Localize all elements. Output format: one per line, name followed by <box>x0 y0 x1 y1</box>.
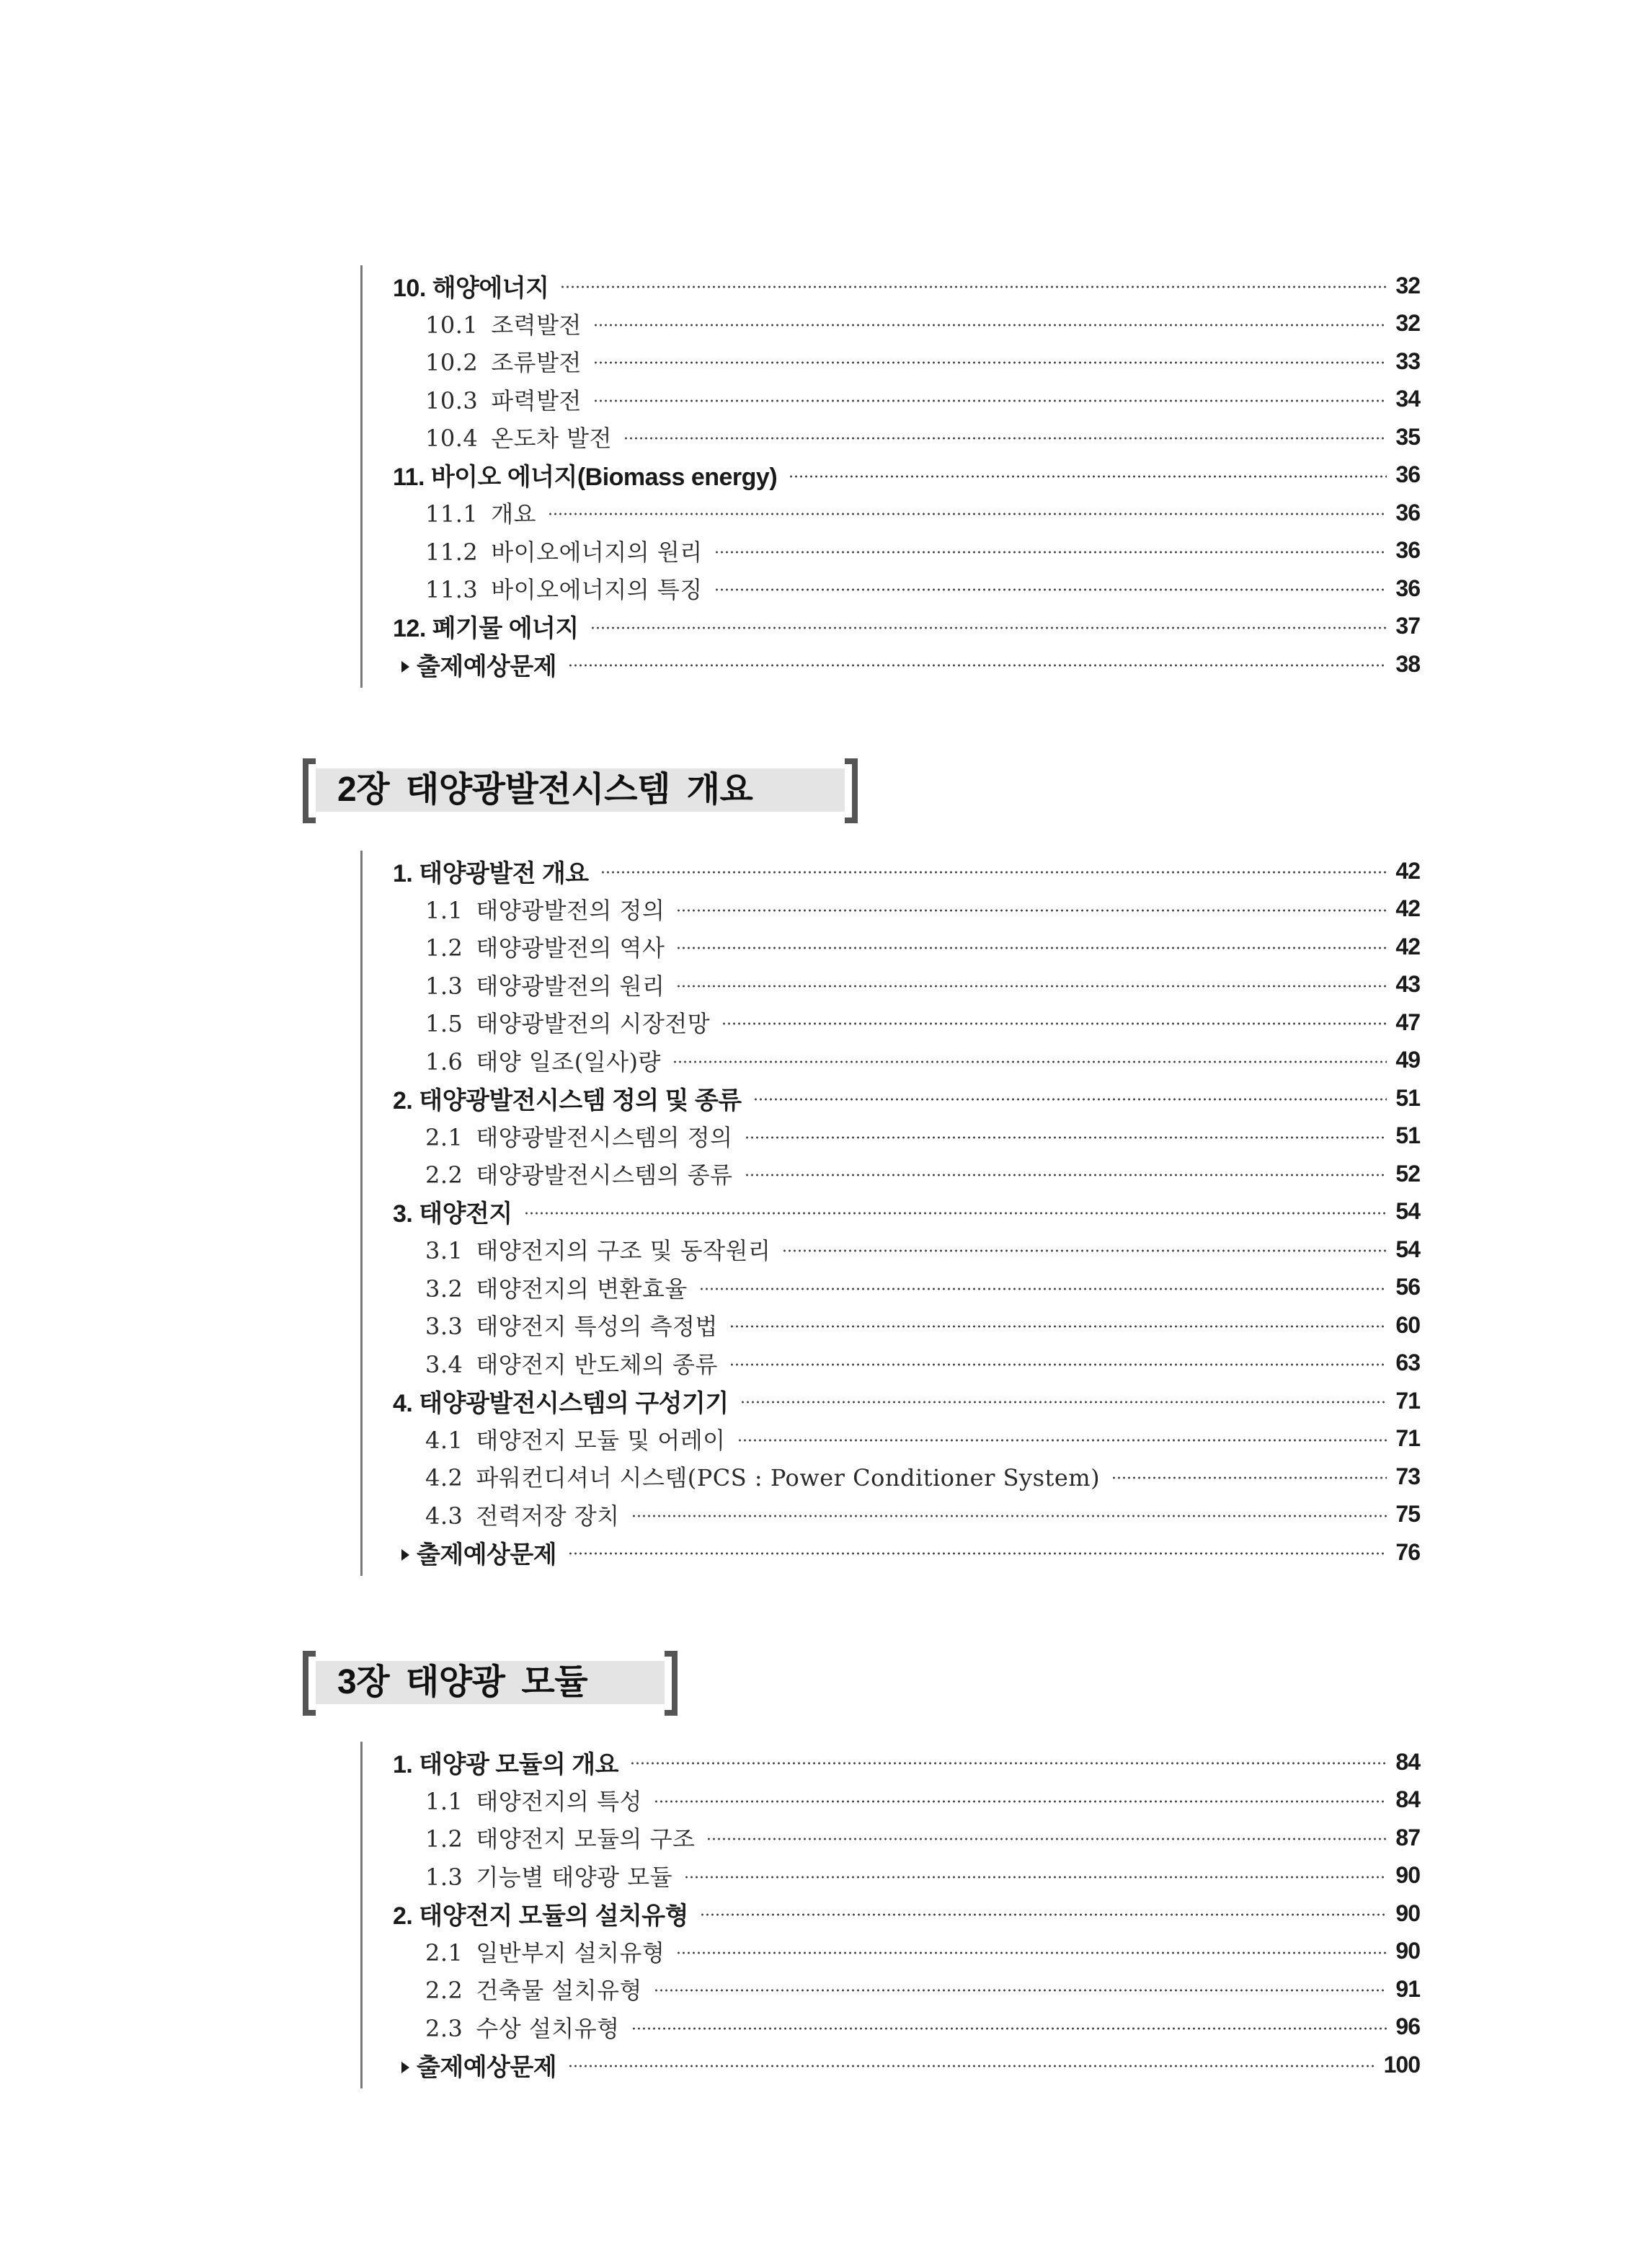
toc-entry-number: 4.2 <box>425 1464 463 1492</box>
toc-entry-text: 태양광발전시스템의 정의 <box>476 1123 733 1151</box>
chapter-heading <box>303 758 858 823</box>
toc-page-number: 32 <box>1395 272 1420 298</box>
dot-leader <box>654 1989 1387 1992</box>
toc-subsection-entry[interactable] <box>393 1819 1420 1857</box>
dot-leader <box>593 361 1387 364</box>
toc-entry-text: 기능별 태양광 모듈 <box>476 1863 673 1891</box>
toc-entry-text: 태양전지 반도체의 종류 <box>476 1350 718 1378</box>
toc-page-number: 35 <box>1395 423 1420 450</box>
toc-entry-label <box>425 1157 733 1190</box>
toc-page-number: 33 <box>1395 347 1420 374</box>
toc-subsection-entry[interactable] <box>393 1231 1420 1269</box>
dot-leader <box>706 1838 1387 1840</box>
toc-entry-text: 12. 폐기물 에너지 <box>393 615 579 643</box>
toc-entry-number: 4.3 <box>425 1502 463 1530</box>
triangle-bullet-icon <box>401 1549 409 1561</box>
toc-page-number: 63 <box>1395 1349 1420 1376</box>
dot-leader <box>593 324 1387 327</box>
dot-leader <box>714 551 1387 554</box>
toc-entry-label <box>425 2011 620 2044</box>
chapter-title: 3장 태양광 모듈 <box>337 1663 588 1701</box>
toc-entry-label <box>425 1783 642 1817</box>
toc-entry-number: 2.1 <box>425 1123 463 1151</box>
toc-entry-text: 출제예상문제 <box>417 652 557 681</box>
toc-entry-number: 10.4 <box>425 425 479 453</box>
dot-leader <box>737 1439 1387 1442</box>
bracket-right <box>665 1651 678 1716</box>
toc-section-entry[interactable] <box>393 1382 1420 1420</box>
toc-exercise-entry[interactable] <box>393 645 1420 683</box>
toc-page-number: 90 <box>1395 1862 1420 1889</box>
toc-entry-text: 태양광발전시스템의 종류 <box>476 1161 733 1189</box>
toc-page-number: 96 <box>1395 2013 1420 2040</box>
toc-entry-number: 3.3 <box>425 1313 463 1341</box>
toc-entry-text: 태양광발전의 역사 <box>476 934 665 962</box>
toc-entry-number: 2.3 <box>425 2014 463 2042</box>
dot-leader <box>568 2065 1375 2067</box>
dot-leader <box>568 664 1387 667</box>
toc-subsection-entry[interactable] <box>393 1970 1420 2008</box>
dot-leader <box>684 1876 1387 1879</box>
toc-exercise-entry[interactable] <box>393 1533 1420 1572</box>
toc-subsection-entry[interactable] <box>393 1933 1420 1971</box>
toc-entry-label <box>425 1498 620 1531</box>
toc-section-entry[interactable] <box>393 1894 1420 1933</box>
dot-leader <box>560 285 1387 288</box>
toc-page-number: 36 <box>1395 537 1420 564</box>
toc-section-entry[interactable] <box>393 456 1420 495</box>
toc-entry-label <box>425 345 582 378</box>
toc-entry-text: 2. 태양광발전시스템 정의 및 종류 <box>393 1086 742 1114</box>
toc-page-number: 49 <box>1395 1047 1420 1073</box>
toc-entry-number: 1.2 <box>425 1825 463 1853</box>
bracket-left <box>303 758 316 823</box>
toc-entry-text: 파워컨디셔너 시스템(PCS : Power Conditioner System) <box>476 1464 1101 1492</box>
toc-subsection-entry[interactable] <box>393 928 1420 966</box>
toc-entry-text: 태양전지의 특성 <box>476 1787 642 1815</box>
toc-page-number: 52 <box>1395 1160 1420 1187</box>
dot-leader <box>623 437 1387 440</box>
toc-entry-text: 바이오에너지의 원리 <box>491 538 703 566</box>
toc-page-number: 34 <box>1395 386 1420 412</box>
toc-entry-text: 태양 일조(일사)량 <box>476 1047 661 1076</box>
toc-section-entry[interactable] <box>393 1743 1420 1781</box>
toc-entry-label <box>425 1972 642 2006</box>
toc-page-number: 71 <box>1395 1425 1420 1452</box>
toc-subsection-entry[interactable] <box>393 569 1420 608</box>
toc-subsection-entry[interactable] <box>393 1155 1420 1193</box>
toc-entry-text: 태양광발전의 원리 <box>476 972 665 1000</box>
toc-page-number: 42 <box>1395 933 1420 959</box>
toc-subsection-entry[interactable] <box>393 532 1420 570</box>
toc-entry-label <box>425 383 582 416</box>
toc-section-entry[interactable] <box>393 1193 1420 1231</box>
toc-entry-text: 출제예상문제 <box>417 1541 557 1569</box>
toc-entry-label <box>425 496 536 529</box>
toc-entry-number: 10.1 <box>425 311 479 339</box>
toc-vertical-rule <box>360 1742 363 2088</box>
toc-subsection-entry[interactable] <box>393 1781 1420 1820</box>
toc-page-number: 47 <box>1395 1009 1420 1035</box>
dot-leader <box>590 626 1387 629</box>
toc-page-number: 71 <box>1395 1387 1420 1414</box>
toc-entry-label <box>401 647 556 682</box>
toc-entry-label <box>425 1859 672 1892</box>
toc-exercise-entry[interactable] <box>393 2046 1420 2084</box>
dot-leader <box>729 1363 1387 1366</box>
toc-entry-label <box>393 608 579 644</box>
toc-entry-label <box>425 534 703 567</box>
toc-entry-text: 조력발전 <box>491 311 582 339</box>
dot-leader <box>782 1249 1387 1252</box>
toc-entry-label <box>425 1233 771 1266</box>
toc-entry-text: 태양광발전의 정의 <box>476 896 665 924</box>
dot-leader <box>676 909 1387 912</box>
toc-entry-label <box>425 1120 733 1153</box>
toc-subsection-entry[interactable] <box>393 966 1420 1004</box>
toc-entry-number: 1.5 <box>425 1010 463 1038</box>
dot-leader <box>700 1913 1387 1916</box>
toc-section <box>393 852 1420 1572</box>
toc-entry-label <box>425 1821 695 1854</box>
toc-entry-number: 11.3 <box>425 576 479 604</box>
dot-leader <box>721 1022 1387 1025</box>
toc-entry-label <box>425 968 665 1001</box>
toc-entry-text: 2. 태양전지 모듈의 설치유형 <box>393 1902 688 1930</box>
toc-page-number: 38 <box>1395 650 1420 677</box>
toc-subsection-entry[interactable] <box>393 305 1420 343</box>
toc-subsection-entry[interactable] <box>393 418 1420 456</box>
toc-entry-number: 10.3 <box>425 386 479 415</box>
toc-section-entry[interactable] <box>393 267 1420 305</box>
toc-subsection-entry[interactable] <box>393 494 1420 532</box>
toc-entry-label <box>393 1383 729 1419</box>
toc-subsection-entry[interactable] <box>393 342 1420 381</box>
dot-leader <box>672 1060 1387 1063</box>
toc-entry-label <box>425 1422 726 1455</box>
dot-leader <box>548 513 1387 515</box>
toc-entry-label <box>393 1745 618 1780</box>
toc-subsection-entry[interactable] <box>393 2008 1420 2047</box>
toc-page-number: 73 <box>1395 1463 1420 1489</box>
toc-entry-text: 조류발전 <box>491 349 582 377</box>
dot-leader <box>631 2027 1387 2030</box>
toc-entry-label <box>425 1044 661 1077</box>
toc-entry-text: 수상 설치유형 <box>476 2014 620 2042</box>
toc-entry-number: 3.4 <box>425 1350 463 1378</box>
toc-subsection-entry[interactable] <box>393 1420 1420 1458</box>
toc-entry-number: 1.1 <box>425 1787 463 1815</box>
toc-page-number: 42 <box>1395 857 1420 884</box>
toc-entry-number: 1.2 <box>425 934 463 962</box>
dot-leader <box>699 1288 1387 1290</box>
dot-leader <box>729 1325 1387 1328</box>
toc-page-number: 36 <box>1395 461 1420 488</box>
dot-leader <box>740 1401 1387 1404</box>
toc-entry-label <box>393 457 777 492</box>
toc-section <box>393 1743 1420 2084</box>
toc-entry-text: 태양전지의 구조 및 동작원리 <box>476 1237 771 1265</box>
toc-entry-label <box>425 1460 1100 1493</box>
toc-entry-text: 출제예상문제 <box>417 2053 557 2081</box>
toc-entry-label <box>393 1081 742 1116</box>
toc-entry-label <box>393 1194 512 1229</box>
dot-leader <box>1111 1476 1387 1479</box>
toc-entry-number: 1.6 <box>425 1047 463 1076</box>
toc-entry-text: 10. 해양에너지 <box>393 274 549 302</box>
dot-leader <box>593 399 1387 402</box>
toc-section-entry[interactable] <box>393 852 1420 890</box>
toc-entry-label <box>393 268 549 303</box>
toc-entry-number: 1.1 <box>425 896 463 924</box>
toc-page-number: 87 <box>1395 1824 1420 1851</box>
toc-subsection-entry[interactable] <box>393 1042 1420 1080</box>
toc-entry-label <box>425 420 612 453</box>
toc-entry-number: 1.3 <box>425 972 463 1000</box>
toc-page-number: 90 <box>1395 1900 1420 1926</box>
toc-entry-number: 10.2 <box>425 349 479 377</box>
toc-entry-number: 3.2 <box>425 1275 463 1303</box>
toc-page-number: 36 <box>1395 575 1420 601</box>
dot-leader <box>654 1800 1387 1803</box>
toc-entry-label <box>425 1347 718 1380</box>
toc-entry-text: 11. 바이오 에너지(Biomass energy) <box>393 464 778 492</box>
toc-entry-text: 태양전지 특성의 측정법 <box>476 1313 718 1341</box>
toc-entry-label <box>425 572 703 605</box>
dot-leader <box>789 475 1387 478</box>
toc-subsection-entry[interactable] <box>393 1269 1420 1307</box>
toc-page-number: 42 <box>1395 895 1420 922</box>
toc-entry-text: 온도차 발전 <box>491 425 612 453</box>
toc-page-number: 37 <box>1395 613 1420 639</box>
toc-entry-text: 전력저장 장치 <box>476 1502 620 1530</box>
toc-page-number: 54 <box>1395 1236 1420 1262</box>
toc-section-entry[interactable] <box>393 608 1420 646</box>
dot-leader <box>753 1098 1387 1101</box>
toc-entry-label <box>393 1896 688 1931</box>
toc-entry-text: 1. 태양광발전 개요 <box>393 859 589 887</box>
bracket-right <box>845 758 858 823</box>
toc-page-number: 36 <box>1395 499 1420 526</box>
toc-subsection-entry[interactable] <box>393 1344 1420 1383</box>
toc-entry-text: 파력발전 <box>491 386 582 415</box>
toc-subsection-entry[interactable] <box>393 1003 1420 1042</box>
toc-entry-number: 2.2 <box>425 1977 463 2005</box>
dot-leader <box>676 947 1387 949</box>
toc-subsection-entry[interactable] <box>393 1458 1420 1496</box>
toc-page-number: 84 <box>1395 1748 1420 1775</box>
dot-leader <box>745 1174 1387 1176</box>
dot-leader <box>631 1515 1387 1517</box>
toc-page-number: 51 <box>1395 1084 1420 1111</box>
bracket-left <box>303 1651 316 1716</box>
toc-page-number: 51 <box>1395 1122 1420 1149</box>
toc-page-number: 84 <box>1395 1786 1420 1813</box>
toc-entry-number: 4.1 <box>425 1426 463 1454</box>
toc-page-number: 90 <box>1395 1938 1420 1964</box>
chapter-heading <box>303 1651 678 1716</box>
toc-entry-text: 일반부지 설치유형 <box>476 1938 665 1967</box>
dot-leader <box>524 1212 1387 1215</box>
toc-entry-text: 태양전지 모듈의 구조 <box>476 1825 696 1853</box>
toc-entry-text: 바이오에너지의 특징 <box>491 576 703 604</box>
toc-entry-label <box>425 892 665 926</box>
triangle-bullet-icon <box>401 2062 409 2073</box>
toc-entry-text: 3. 태양전지 <box>393 1200 512 1228</box>
toc-page-number: 60 <box>1395 1311 1420 1338</box>
toc-entry-text: 개요 <box>491 500 537 528</box>
toc-subsection-entry[interactable] <box>393 1496 1420 1534</box>
toc-entry-label <box>425 930 665 963</box>
toc-page-number: 75 <box>1395 1501 1420 1528</box>
toc-vertical-rule <box>360 265 363 688</box>
toc-entry-label <box>425 1271 688 1304</box>
toc-entry-text: 1. 태양광 모듈의 개요 <box>393 1750 618 1778</box>
toc-entry-number: 2.1 <box>425 1938 463 1967</box>
toc-entry-label <box>393 854 589 889</box>
toc-entry-label <box>425 1935 665 1968</box>
dot-leader <box>676 1951 1387 1954</box>
toc-entry-label <box>425 1006 710 1039</box>
dot-leader <box>676 985 1387 988</box>
toc-entry-number: 3.1 <box>425 1237 463 1265</box>
toc-page-number: 56 <box>1395 1274 1420 1300</box>
toc-entry-number: 2.2 <box>425 1161 463 1189</box>
toc-entry-label <box>401 1535 556 1570</box>
toc-subsection-entry[interactable] <box>393 890 1420 929</box>
toc-section-entry[interactable] <box>393 1079 1420 1117</box>
toc-entry-number: 11.2 <box>425 538 479 566</box>
dot-leader <box>568 1552 1387 1555</box>
toc-entry-text: 태양광발전의 시장전망 <box>476 1010 711 1038</box>
toc-page-number: 91 <box>1395 1975 1420 2002</box>
toc-page-number: 100 <box>1383 2051 1420 2078</box>
toc-page-number: 76 <box>1395 1538 1420 1565</box>
toc-entry-number: 1.3 <box>425 1863 463 1891</box>
dot-leader <box>600 871 1387 874</box>
toc-entry-text: 태양전지의 변환효율 <box>476 1275 688 1303</box>
toc-subsection-entry[interactable] <box>393 1306 1420 1344</box>
toc-entry-label <box>425 307 582 340</box>
toc-entry-text: 건축물 설치유형 <box>476 1977 642 2005</box>
dot-leader <box>714 588 1387 591</box>
toc-subsection-entry[interactable] <box>393 1117 1420 1156</box>
dot-leader <box>745 1136 1387 1139</box>
toc-entry-label <box>425 1308 718 1342</box>
toc-entry-text: 태양전지 모듈 및 어레이 <box>476 1426 726 1454</box>
toc-page-number: 54 <box>1395 1198 1420 1225</box>
dot-leader <box>630 1762 1387 1765</box>
toc-entry-label <box>401 2047 556 2083</box>
triangle-bullet-icon <box>401 661 409 673</box>
toc-vertical-rule <box>360 851 363 1576</box>
toc-page-number: 32 <box>1395 310 1420 337</box>
toc-entry-text: 4. 태양광발전시스템의 구성기기 <box>393 1389 729 1417</box>
toc-section <box>393 267 1420 683</box>
chapter-title: 2장 태양광발전시스템 개요 <box>337 771 753 809</box>
toc-page-number: 43 <box>1395 971 1420 998</box>
toc-subsection-entry[interactable] <box>393 381 1420 419</box>
toc-entry-number: 11.1 <box>425 500 479 528</box>
toc-subsection-entry[interactable] <box>393 1857 1420 1895</box>
